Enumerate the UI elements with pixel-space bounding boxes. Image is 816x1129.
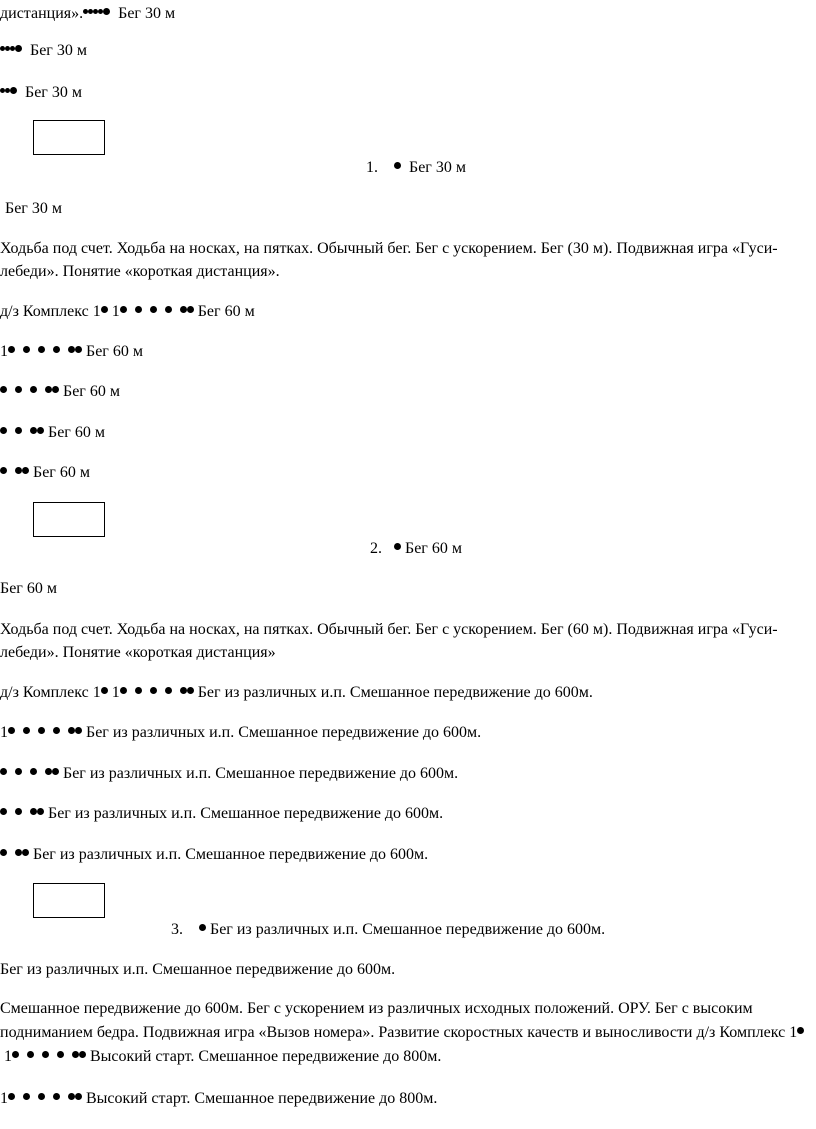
text-distance-end: дистанция». xyxy=(0,5,84,22)
bullet-icon xyxy=(797,1027,804,1034)
bullet-icon xyxy=(15,427,22,434)
bullet-icon xyxy=(52,768,59,775)
line-high-start xyxy=(0,1089,437,1109)
paragraph-3-text: Смешанное передвижение до 600м. Бег с ускорением из различных исходных положений. ОРУ. Бег с высоким подниманием бедра. Подвижная игра «Вызов номера». Развитие скоростных качеств и выносливости д/з Комплекс 1 xyxy=(0,1000,798,1041)
run-label: Бег из различных и.п. Смешанное передвижение до 600м. xyxy=(197,684,593,701)
heading-number: 2. xyxy=(370,540,382,557)
bullet-icon xyxy=(8,727,15,734)
run-label: Бег 60 м xyxy=(33,464,90,481)
bullet-icon xyxy=(22,849,29,856)
empty-box xyxy=(33,502,105,537)
empty-box xyxy=(33,120,105,155)
line-distance-run-30 xyxy=(0,4,175,24)
bullet-icon xyxy=(23,346,30,353)
bullet-icon xyxy=(38,1093,45,1100)
bullet-icon xyxy=(23,1093,30,1100)
run-label: Бег 30 м xyxy=(30,42,87,59)
heading-number: 3. xyxy=(171,921,183,938)
homework-label: д/з Комплекс 1 xyxy=(0,303,101,320)
line-dz2 xyxy=(0,683,593,703)
bullet-icon xyxy=(75,1093,82,1100)
bullet-icon xyxy=(15,45,22,52)
bullet-icon xyxy=(180,306,187,313)
line-mixed-b xyxy=(0,764,458,784)
line-mixed-d xyxy=(0,845,428,865)
bullet-icon xyxy=(0,427,7,434)
paragraph-1: Ходьба под счет. Ходьба на носках, на пятках. Обычный бег. Бег с ускорением. Бег (30 м). Подвижная игра «Гуси-лебеди». Понятие «короткая дистанция». xyxy=(0,240,778,280)
bullet-icon xyxy=(150,306,157,313)
bullet-icon xyxy=(57,1051,64,1058)
bullet-icon xyxy=(187,687,194,694)
bullet-icon xyxy=(68,1093,75,1100)
bullet-icon xyxy=(15,768,22,775)
run-label: Бег 60 м xyxy=(48,424,105,441)
paragraph-2: Ходьба под счет. Ходьба на носках, на пятках. Обычный бег. Бег с ускорением. Бег (60 м). Подвижная игра «Гуси-лебеди». Понятие «короткая дистанция» xyxy=(0,621,778,661)
run-label: Бег 60 м xyxy=(63,383,120,400)
bullet-icon xyxy=(45,386,52,393)
bullet-icon xyxy=(120,306,127,313)
bullet-icon xyxy=(0,386,7,393)
line-run-30-b xyxy=(0,83,82,103)
bullet-icon xyxy=(52,386,59,393)
bullet-icon xyxy=(53,1093,60,1100)
bullet-icon xyxy=(30,808,37,815)
bullet-icon xyxy=(0,849,7,856)
bullet-icon xyxy=(165,306,172,313)
run-label: Бег 30 м xyxy=(118,5,176,22)
bullet-icon xyxy=(42,1051,49,1058)
run-label: Бег 60 м xyxy=(86,343,143,360)
bullet-icon xyxy=(27,1051,34,1058)
bullet-icon xyxy=(23,727,30,734)
bullet-icon xyxy=(68,727,75,734)
bullet-icon xyxy=(165,687,172,694)
run-label: Бег 60 м xyxy=(197,303,255,320)
bullet-icon xyxy=(79,1051,86,1058)
run-label: Высокий старт. Смешанное передвижение до 800м. xyxy=(86,1090,438,1107)
bullet-icon xyxy=(75,346,82,353)
heading-1 xyxy=(366,158,466,178)
heading-number: 1. xyxy=(366,159,378,176)
heading-text: Бег 30 м xyxy=(409,159,466,176)
number-one: 1 xyxy=(111,303,120,320)
run-label: Бег 30 м xyxy=(5,200,62,217)
line-run-60-d xyxy=(0,463,90,483)
run-label: Бег 30 м xyxy=(25,84,82,101)
heading-2 xyxy=(370,539,462,559)
homework-label: д/з Комплекс 1 xyxy=(0,684,101,701)
bullet-icon xyxy=(101,306,108,313)
bullet-icon xyxy=(8,1093,15,1100)
bullet-icon xyxy=(15,849,22,856)
bullet-icon xyxy=(101,687,108,694)
bullet-icon xyxy=(72,1051,79,1058)
bullet-icon xyxy=(103,8,110,15)
bullet-icon xyxy=(38,727,45,734)
bullet-icon xyxy=(30,386,37,393)
bullet-icon xyxy=(37,808,44,815)
bullet-icon xyxy=(53,727,60,734)
run-label: Бег 60 м xyxy=(0,580,57,597)
heading-text: Бег из различных и.п. Смешанное передвижение до 600м. xyxy=(210,921,606,938)
line-run-60-a xyxy=(0,342,143,362)
bullet-icon xyxy=(75,727,82,734)
number-one: 1 xyxy=(111,684,120,701)
line-run-30-c xyxy=(5,199,62,219)
bullet-icon xyxy=(0,768,7,775)
bullet-icon xyxy=(120,687,127,694)
bullet-icon xyxy=(10,87,17,94)
paragraph-3-end: Высокий старт. Смешанное передвижение до 800м. xyxy=(90,1048,442,1065)
bullet-icon xyxy=(15,467,22,474)
bullet-icon xyxy=(0,467,7,474)
run-label: Бег из различных и.п. Смешанное передвижение до 600м. xyxy=(86,724,482,741)
bullet-icon xyxy=(15,386,22,393)
line-run-60-b xyxy=(0,382,120,402)
bullet-icon xyxy=(150,687,157,694)
line-dz1 xyxy=(0,302,255,322)
number-one: 1 xyxy=(0,343,8,360)
line-run-60-c xyxy=(0,423,105,443)
number-one: 1 xyxy=(0,1090,8,1107)
bullet-icon xyxy=(135,306,142,313)
run-label: Бег из различных и.п. Смешанное передвижение до 600м. xyxy=(63,765,459,782)
bullet-icon xyxy=(12,1051,19,1058)
run-label: Бег из различных и.п. Смешанное передвижение до 600м. xyxy=(48,805,444,822)
bullet-icon xyxy=(30,768,37,775)
bullet-icon xyxy=(15,808,22,815)
line-run-60-e xyxy=(0,579,57,599)
bullet-icon xyxy=(0,808,7,815)
bullet-icon xyxy=(37,427,44,434)
line-run-30-a xyxy=(0,41,87,61)
number-one: 1 xyxy=(0,724,8,741)
bullet-icon xyxy=(38,346,45,353)
bullet-icon xyxy=(22,467,29,474)
line-mixed-e xyxy=(0,960,395,980)
heading-3 xyxy=(171,920,605,940)
bullet-icon xyxy=(68,346,75,353)
bullet-icon xyxy=(394,543,401,550)
bullet-icon xyxy=(180,687,187,694)
bullet-icon xyxy=(53,346,60,353)
number-one: 1 xyxy=(4,1048,12,1065)
run-label: Бег из различных и.п. Смешанное передвижение до 600м. xyxy=(33,846,429,863)
bullet-icon xyxy=(187,306,194,313)
line-mixed-c xyxy=(0,804,443,824)
line-mixed-a xyxy=(0,723,481,743)
bullet-icon xyxy=(394,162,401,169)
bullet-icon xyxy=(8,346,15,353)
bullet-icon xyxy=(199,924,206,931)
heading-text: Бег 60 м xyxy=(405,540,462,557)
bullet-icon xyxy=(45,768,52,775)
paragraph-3 xyxy=(0,997,808,1069)
empty-box xyxy=(33,883,105,918)
run-label: Бег из различных и.п. Смешанное передвижение до 600м. xyxy=(0,961,396,978)
bullet-icon xyxy=(135,687,142,694)
bullet-icon xyxy=(30,427,37,434)
